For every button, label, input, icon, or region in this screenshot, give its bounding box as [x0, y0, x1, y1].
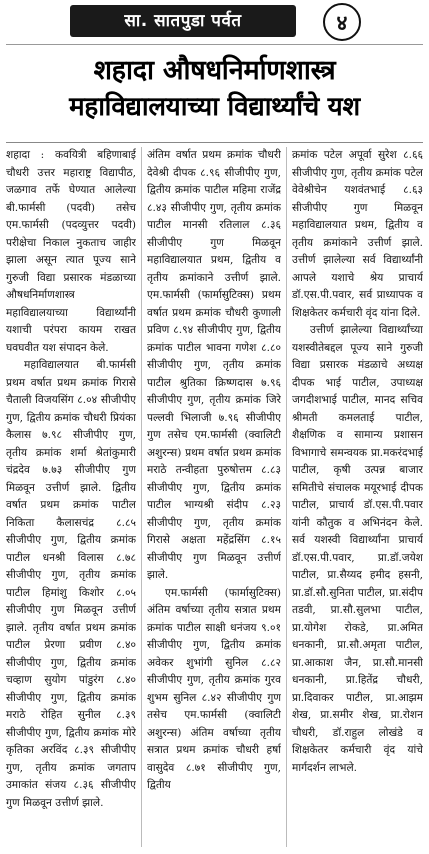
column-2-paragraph-2: एम.फार्मसी (फार्मासुटिक्स) अंतिम वर्षाच्या तृतीय सत्रात प्रथम क्रमांक पाटील साक्षी धनंजय ९.०१ सीजीपीए गुण, द्वितीय क्रमांक अवेकर शुभांगी सुनिल ८.८२ सीजीपीए गुण, तृतीय क्रमांक गुरव शुभम सुनिल ८.४२ सीजीपीए गुण तसेच एम.फार्मसी (क्वालिटी अशुरन्स) अंतिम वर्षाच्या तृतीय सत्रात प्रथम क्रमांक चौधरी हर्षा वासुदेव ८.७१ सीजीपीए गुण, द्वितीय	[147, 586, 281, 791]
article-column-1	[6, 147, 136, 847]
newspaper-name: सा. सातपुडा पर्वत	[70, 5, 296, 37]
column-1-paragraph-2: महाविद्यालयात बी.फार्मसी प्रथम वर्षात प्रथम क्रमांक गिरासे चैताली विजयसिंग ८.०४ सीजीपीए गुण, द्वितीय क्रमांक चौधरी प्रियंका कैलास ७.९८ सीजीपीए गुण, तृतीय क्रमांक शर्मा श्रेतांकुमारी चंद्रदेव ७.७३ सीजीपीए गुण मिळवून उत्तीर्ण झाले. द्वितीय वर्षात प्रथम क्रमांक पाटील निकिता कैलासचंद्र ८.८५ सीजीपीए गुण, द्वितीय क्रमांक पाटील धनश्री विलास ८.७८ सीजीपीए गुण, तृतीय क्रमांक पाटील हिमांशु किशोर ८.०५ सीजीपीए गुण मिळवून उत्तीर्ण झाले. तृतीय वर्षात प्रथम क्रमांक पाटील प्रेरणा प्रवीण ८.४० सीजीपीए गुण, द्वितीय क्रमांक चव्हाण सुयोग पांडुरंग ८.४० सीजीपीए गुण, द्वितीय क्रमांक मराठे रोहित सुनील ८.३९ सीजीपीए गुण, द्वितीय क्रमांक मोरे कृतिका अरविंद ८.३९ सीजीपीए गुण, तृतीय क्रमांक जगताप उमाकांत संजय ८.३६ सीजीपीए गुण मिळवून उत्तीर्ण झाले.	[6, 359, 136, 809]
column-divider	[286, 147, 287, 847]
article-body	[6, 142, 423, 851]
column-3-paragraph-2: उत्तीर्ण झालेल्या विद्यार्थ्यांच्या यशस्वीतेबद्दल पूज्य साने गुरुजी विद्या प्रसारक मंडळाचे अध्यक्ष दीपक भाई पाटील, उपाध्यक्ष जगदीशभाई पाटील, मानद सचिव श्रीमती कमलताई पाटील, शैक्षणिक व सामान्य प्रशासन विभागाचे समन्वयक प्रा.मकरंदभाई पाटील, कृषी उत्पन्न बाजार समितीचे संचालक मयूरभाई दीपक पाटील, प्राचार्य डॉ.एस.पी.पवार यांनी कौतुक व अभिनंदन केले. सर्व यशस्वी विद्यार्थ्यांना प्राचार्य डॉ.एस.पी.पवार, प्रा.डॉ.जयेश पाटील, प्रा.सैय्यद हमीद हसनी, प्रा.डॉ.सौ.सुनिता पाटील, प्रा.संदीप तडवी, प्रा.सौ.सुलभा पाटील, प्रा.योगेश रोकडे, प्रा.अमित धनकानी, प्रा.सौ.अमृता पाटील, प्रा.आकाश जैन, प्रा.सौ.मानसी धनकानी, प्रा.हितेंद्र चौधरी, प्रा.दिवाकर पाटील, प्रा.आझम शेख, प्रा.समीर शेख, प्रा.रोशन चौधरी, डॉ.राहुल लोखंडे व शिक्षकेतर कर्मचारी वृंद यांचे मार्गदर्शन लाभले.	[292, 324, 423, 774]
article-column-3	[292, 147, 423, 847]
column-divider	[141, 147, 142, 847]
column-1-paragraph-1: शहादा : कवयित्री बहिणाबाई चौधरी उत्तर महाराष्ट्र विद्यापीठ, जळगाव तर्फे घेण्यात आलेल्या बी.फार्मसी (पदवी) तसेच एम.फार्मसी (पदव्युत्तर पदवी) परीक्षेचा निकाल नुकताच जाहीर झाला असून त्यात पूज्य साने गुरुजी विद्या प्रसारक मंडळाच्या औषधनिर्माणशास्त्र महाविद्यालयाच्या विद्यार्थ्यांनी यशाची परंपरा कायम राखत घवघवीत यश संपादन केले.	[6, 149, 136, 354]
headline-line-2: महाविद्यालयाच्या विद्यार्थ्यांचे यश	[69, 92, 360, 122]
page-header	[0, 0, 429, 44]
page-number: ४	[323, 3, 361, 41]
article-headline	[6, 52, 423, 126]
column-3-paragraph-1: क्रमांक पटेल अपूर्वा सुरेश ८.६६ सीजीपीए गुण, तृतीय क्रमांक पटेल वेवेश्रीचेन यशवंतभाई ८.६३ सीजीपीए गुण मिळवून महाविद्यालयात प्रथम, द्वितीय व तृतीय क्रमांकाने उत्तीर्ण झाले. उत्तीर्ण झालेल्या सर्व विद्यार्थ्यांनी आपले यशाचे श्रेय प्राचार्य डॉ.एस.पी.पवार, सर्व प्राध्यापक व शिक्षकेतर कर्मचारी वृंद यांना दिले.	[292, 149, 423, 319]
header-rule	[6, 44, 423, 45]
column-2-paragraph-1: अंतिम वर्षात प्रथम क्रमांक चौधरी देवेश्री दीपक ८.९६ सीजीपीए गुण, द्वितीय क्रमांक पाटील महिमा राजेंद्र ८.४३ सीजीपीए गुण, तृतीय क्रमांक पाटील मानसी रतिलाल ८.३६ सीजीपीए गुण मिळवून महाविद्यालयात प्रथम, द्वितीय व तृतीय क्रमांकाने उत्तीर्ण झाले. एम.फार्मसी (फार्मासुटिक्स) प्रथम वर्षात प्रथम क्रमांक चौधरी कुणाली प्रविण ८.९४ सीजीपीए गुण, द्वितीय क्रमांक पाटील भावना गणेश ८.८० सीजीपीए गुण, तृतीय क्रमांक पाटील श्रुतिका क्रिष्णदास ७.९६ सीजीपीए गुण, तृतीय क्रमांक जिरे पल्लवी भिलाजी ७.९६ सीजीपीए गुण तसेच एम.फार्मसी (क्वालिटी अशुरन्स) प्रथम वर्षात प्रथम क्रमांक मराठे तन्वीहता पुरुषोत्तम ८.८३ सीजीपीए गुण, द्वितीय क्रमांक पाटील भाग्यश्री संदीप ८.२३ सीजीपीए गुण, तृतीय क्रमांक गिरासे अक्षता महेंद्रसिंग ८.१५ सीजीपीए गुण मिळवून उत्तीर्ण झाले.	[147, 149, 281, 581]
article-column-2	[147, 147, 281, 847]
headline-line-1: शहादा औषधनिर्माणशास्त्र	[93, 55, 336, 86]
